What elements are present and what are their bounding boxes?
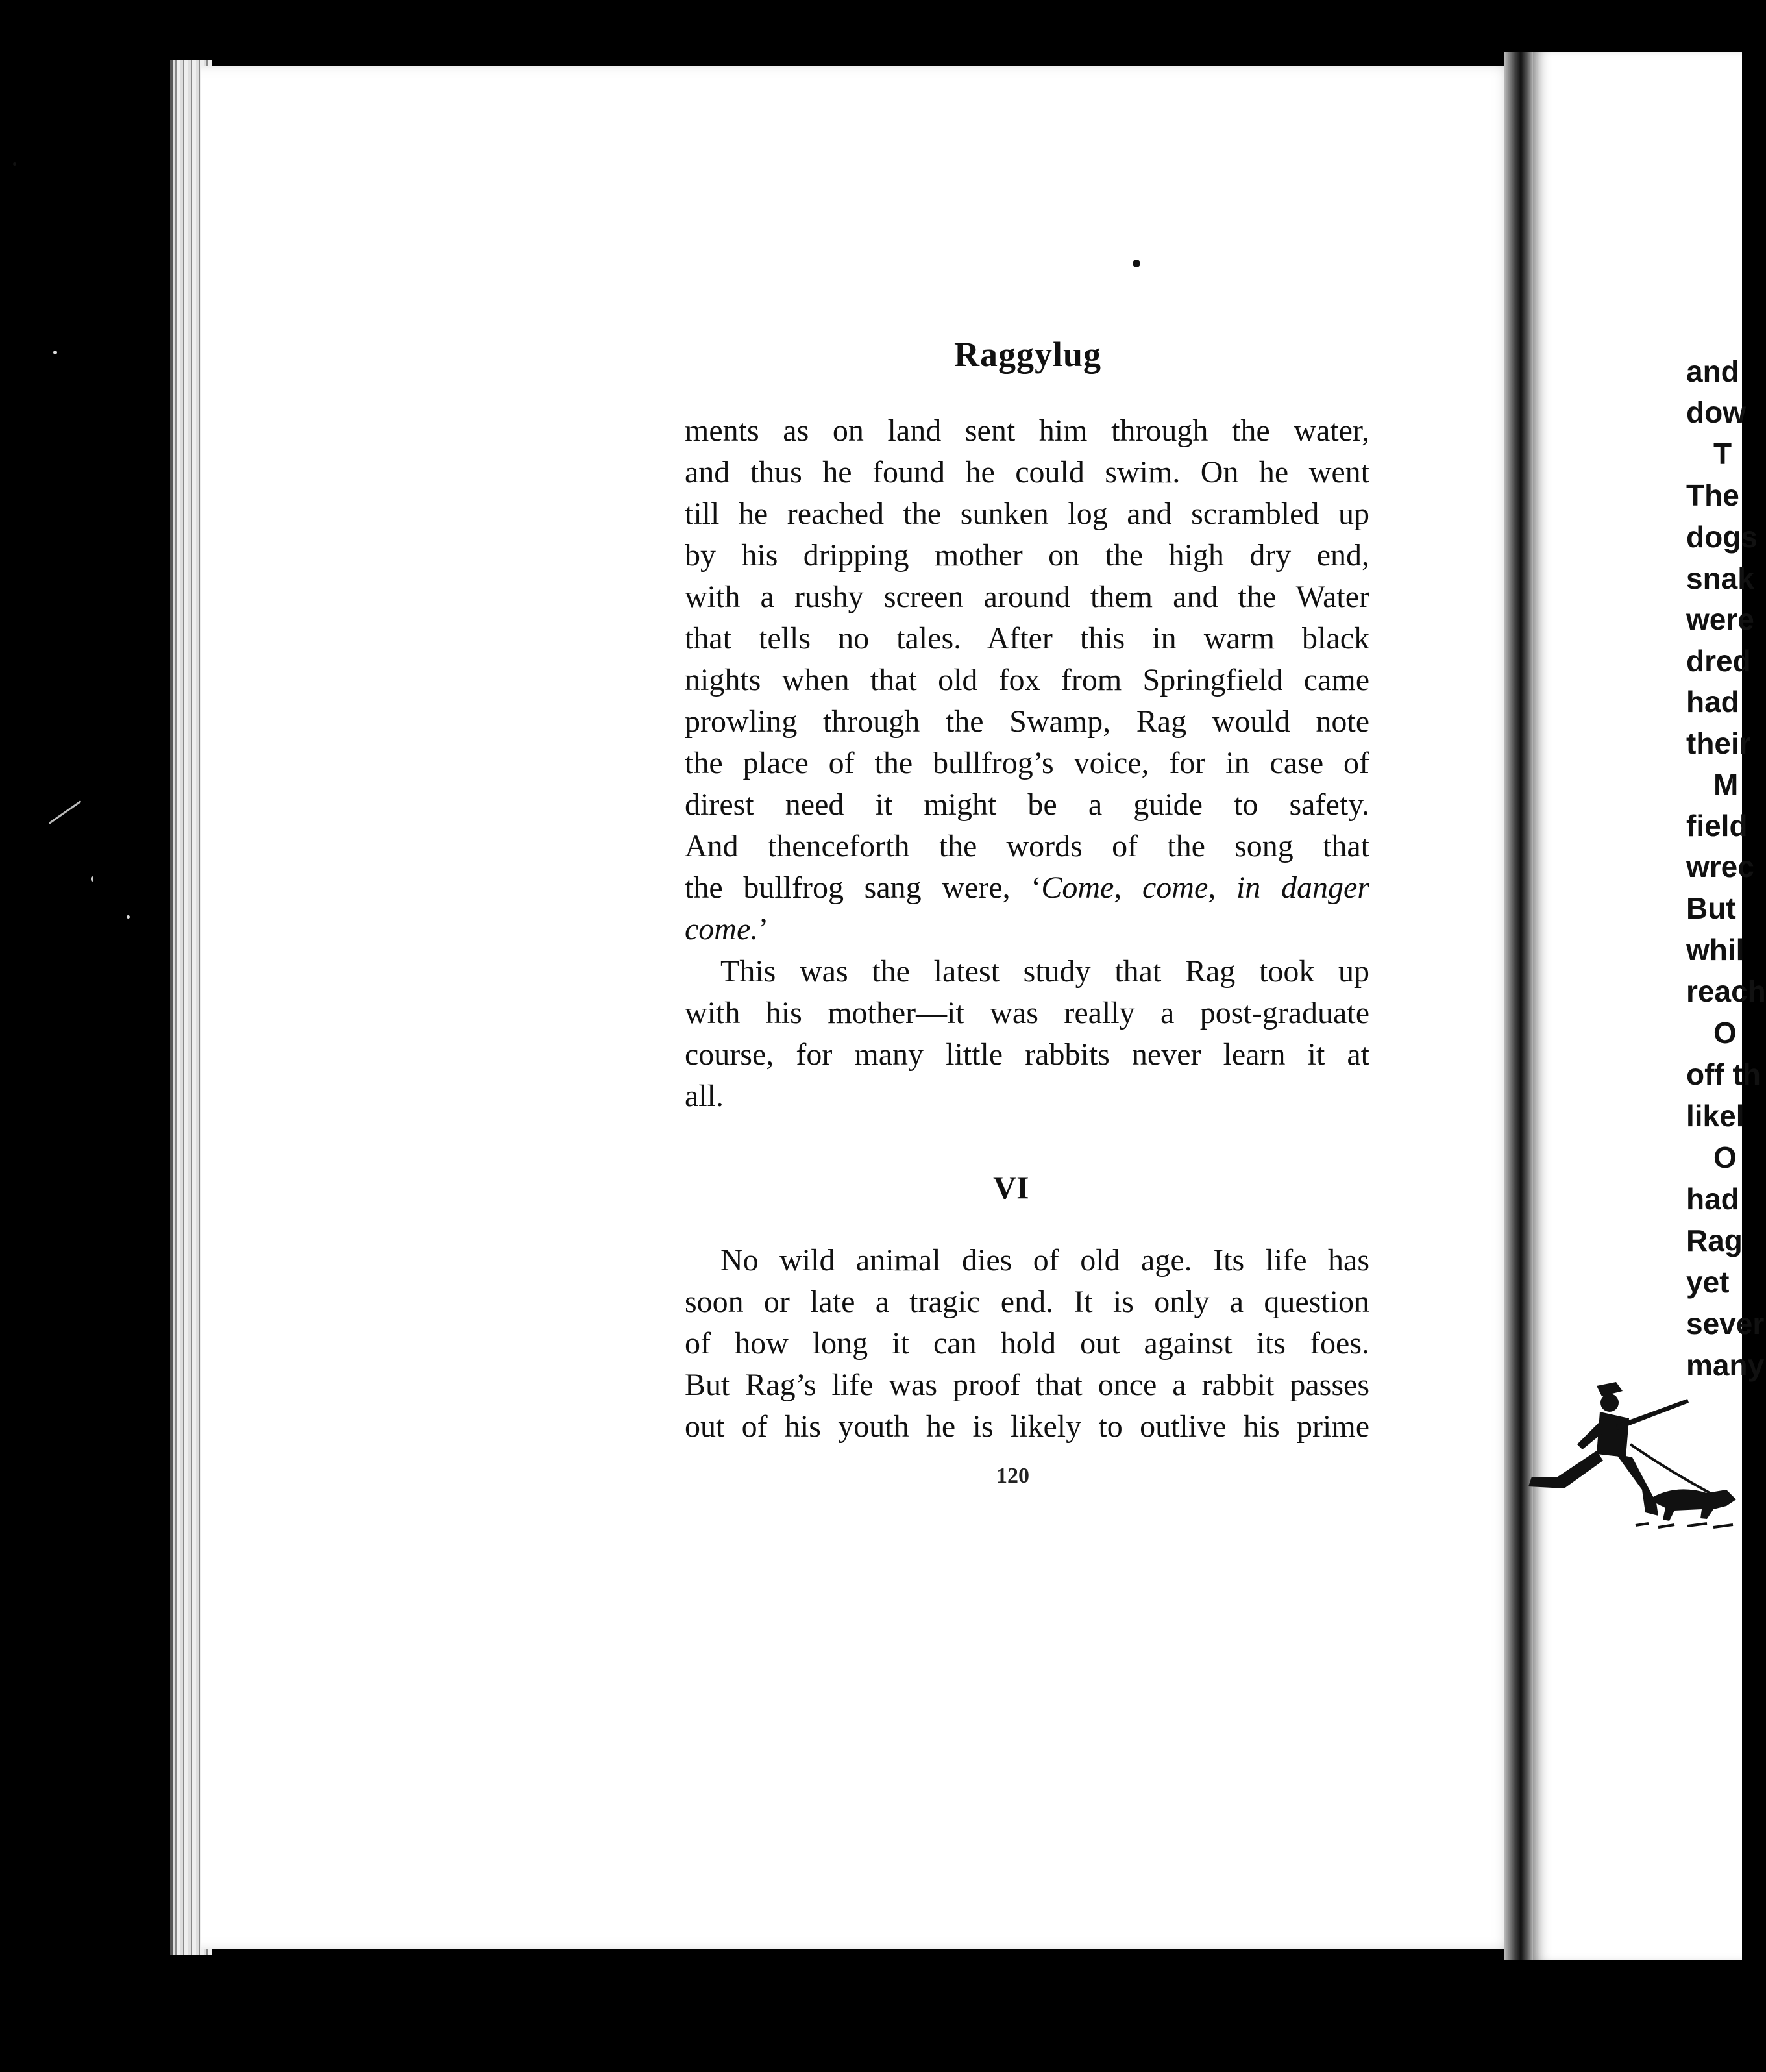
- right-page-line: dow: [1686, 395, 1746, 429]
- text-line: No wild animal dies of old age. Its life has: [720, 1243, 1369, 1277]
- text-line: ments as on land sent him through the water,: [685, 413, 1369, 448]
- right-page-line: snak: [1686, 561, 1754, 595]
- dust-speck: [127, 915, 130, 919]
- section-heading: VI: [993, 1169, 1029, 1205]
- right-page-line: many: [1686, 1348, 1765, 1382]
- italic-quote: come.: [685, 912, 759, 946]
- text-line: by his dripping mother on the high dry end,: [685, 538, 1369, 573]
- running-head: Raggylug: [954, 335, 1102, 374]
- hunter-dog-illustration: [1519, 1379, 1742, 1538]
- text-line: with his mother—it was really a post-graduate: [685, 996, 1369, 1030]
- paragraph-1: [685, 410, 1369, 950]
- dust-speck: [49, 800, 82, 824]
- dust-speck: [53, 351, 57, 354]
- text-line: soon or late a tragic end. It is only a question: [685, 1285, 1369, 1319]
- right-page-line: sever: [1686, 1307, 1765, 1340]
- right-page-line: yet: [1686, 1265, 1730, 1299]
- text-line: out of his youth he is likely to outlive his prime: [685, 1409, 1369, 1444]
- italic-quote: Come, come, in danger: [1041, 870, 1369, 905]
- right-page-line: whil: [1686, 933, 1745, 967]
- right-page-line: Rag: [1686, 1224, 1743, 1257]
- text-line: all.: [685, 1079, 724, 1113]
- text-line: And thenceforth the words of the song that: [685, 829, 1369, 863]
- text-segment: the bullfrog sang were, ‘: [685, 870, 1042, 905]
- text-line: course, for many little rabbits never learn it at: [685, 1037, 1369, 1072]
- text-line: that tells no tales. After this in warm black: [685, 621, 1369, 656]
- dust-speck: [13, 162, 16, 166]
- text-line: direst need it might be a guide to safety.: [685, 787, 1369, 822]
- right-page-line: O: [1713, 1141, 1737, 1174]
- right-page-line: M: [1713, 768, 1739, 802]
- text-line: This was the latest study that Rag took up: [720, 954, 1369, 989]
- text-line: of how long it can hold out against its foes.: [685, 1326, 1369, 1361]
- text-line: But Rag’s life was proof that once a rabbit passes: [685, 1368, 1369, 1402]
- text-line: with a rushy screen around them and the Water: [685, 580, 1369, 614]
- text-line: till he reached the sunken log and scrambled up: [685, 497, 1369, 531]
- text-segment: ’: [758, 912, 769, 946]
- right-page-line: The: [1686, 478, 1739, 512]
- right-page-line: had: [1686, 685, 1739, 719]
- right-page-line: But: [1686, 891, 1736, 925]
- text-line: nights when that old fox from Springfield came: [685, 663, 1369, 697]
- paragraph-3: [685, 1240, 1369, 1448]
- dust-speck: [91, 876, 93, 882]
- right-page-line: T: [1713, 437, 1732, 471]
- right-page-line: likel: [1686, 1099, 1745, 1133]
- text-line: prowling through the Swamp, Rag would note: [685, 704, 1369, 739]
- right-page-line: O: [1713, 1016, 1737, 1050]
- book-gutter: [1504, 52, 1534, 1960]
- paragraph-2: [685, 951, 1369, 1117]
- right-page-line: wrec: [1686, 850, 1754, 883]
- right-page-line: and: [1686, 354, 1739, 388]
- right-page-line: their: [1686, 726, 1751, 760]
- ink-dot: [1133, 260, 1140, 267]
- text-line: the place of the bullfrog’s voice, for in case of: [685, 746, 1369, 780]
- right-page-line: were: [1686, 602, 1754, 636]
- right-page-line: had: [1686, 1182, 1739, 1216]
- page-number: 120: [996, 1464, 1029, 1488]
- text-line: and thus he found he could swim. On he went: [685, 455, 1369, 489]
- right-page-line: dogs: [1686, 520, 1758, 554]
- hunter-icon: [1519, 1379, 1742, 1535]
- text-line: [685, 909, 1369, 950]
- right-page-line: off th: [1686, 1057, 1761, 1091]
- text-line: [685, 867, 1369, 909]
- right-page-line: field: [1686, 809, 1748, 843]
- right-page-line: dred: [1686, 644, 1751, 678]
- right-page-line: reach: [1686, 974, 1766, 1008]
